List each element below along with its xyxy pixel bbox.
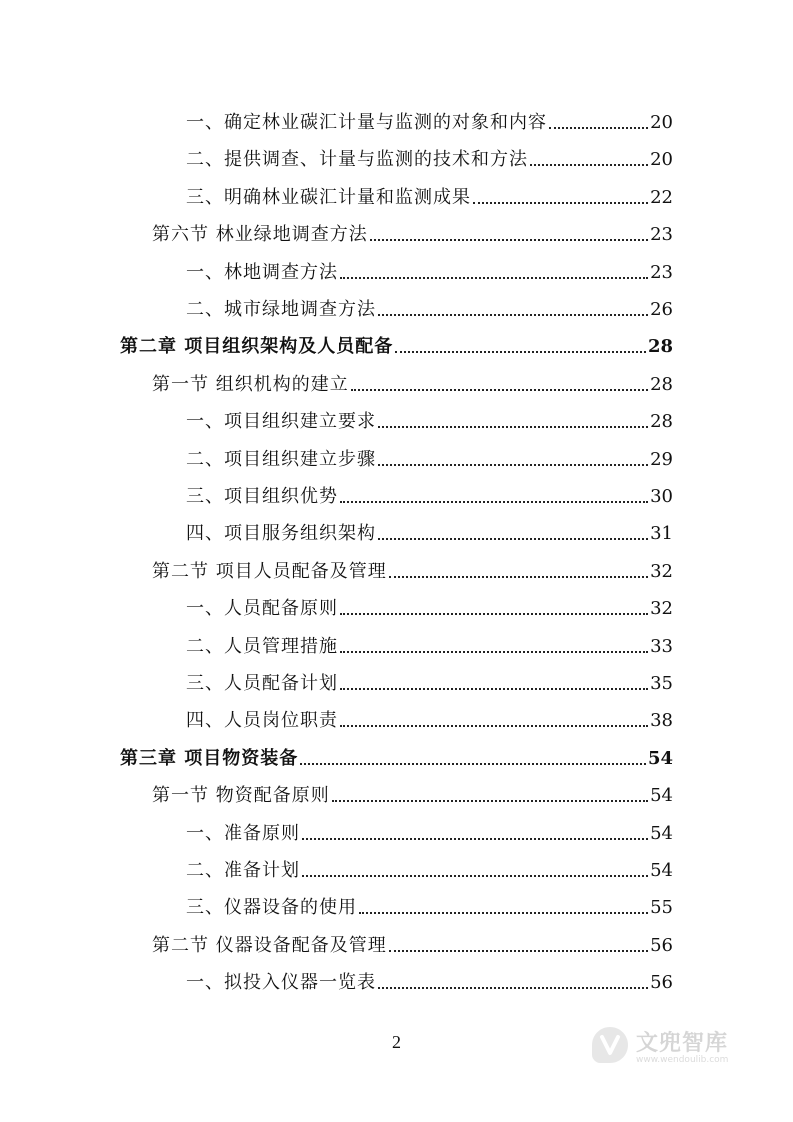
toc-entry-page: 56 xyxy=(650,972,673,994)
toc-entry-title: 第一节 组织机构的建立 xyxy=(152,373,349,395)
toc-entry[interactable] xyxy=(186,141,673,171)
toc-entry-title: 三、明确林业碳汇计量和监测成果 xyxy=(186,186,471,208)
toc-entry-title: 第六节 林业绿地调查方法 xyxy=(152,224,368,246)
toc-leader-dots xyxy=(359,912,648,914)
toc-entry-title: 二、城市绿地调查方法 xyxy=(186,299,376,320)
toc-entry-page: 55 xyxy=(650,897,673,919)
toc-entry[interactable] xyxy=(186,964,673,994)
toc-entry-page: 54 xyxy=(650,822,673,844)
toc-entry-page: 54 xyxy=(650,785,673,807)
toc-leader-dots xyxy=(370,239,648,241)
watermark-url: www.wendoulib.com xyxy=(636,1054,729,1065)
toc-leader-dots xyxy=(549,127,648,129)
toc-entry-title: 第二节 仪器设备配备及管理 xyxy=(152,934,387,956)
toc-entry[interactable] xyxy=(186,179,673,209)
toc-entry-page: 31 xyxy=(650,523,673,545)
toc-entry-page: 28 xyxy=(650,373,673,395)
watermark-brand: 文兜智库 xyxy=(636,1030,729,1056)
toc-entry-title: 一、项目组织建立要求 xyxy=(186,411,376,433)
toc-entry-page: 22 xyxy=(650,186,673,208)
toc-entry-page: 38 xyxy=(650,710,673,732)
toc-entry-page: 23 xyxy=(650,224,673,246)
toc-leader-dots xyxy=(395,351,646,353)
toc-entry[interactable] xyxy=(120,740,673,770)
toc-entry-title: 一、准备原则 xyxy=(186,822,300,844)
toc-entry-title: 二、项目组织建立步骤 xyxy=(186,448,376,470)
toc-leader-dots xyxy=(378,426,648,428)
toc-entry[interactable] xyxy=(186,852,673,882)
toc-entry[interactable] xyxy=(186,403,673,433)
toc-entry[interactable] xyxy=(186,254,673,284)
toc-entry-page: 54 xyxy=(647,747,673,769)
watermark xyxy=(588,1020,758,1070)
page-number: 2 xyxy=(392,1032,401,1052)
toc-entry-title: 第二章 项目组织架构及人员配备 xyxy=(120,336,394,358)
toc-entry-title: 一、确定林业碳汇计量与监测的对象和内容 xyxy=(186,112,547,133)
toc-entry-page: 30 xyxy=(650,486,673,507)
toc-entry[interactable] xyxy=(186,515,673,545)
toc-entry-title: 四、人员岗位职责 xyxy=(186,710,338,732)
toc-leader-dots xyxy=(340,651,648,653)
toc-entry[interactable] xyxy=(186,104,673,134)
toc-entry-title: 一、拟投入仪器一览表 xyxy=(186,972,376,994)
toc-entry-title: 二、人员管理措施 xyxy=(186,635,338,657)
toc-leader-dots xyxy=(378,314,648,316)
toc-entry[interactable] xyxy=(186,628,673,658)
toc-leader-dots xyxy=(332,800,648,802)
toc-entry[interactable] xyxy=(152,366,673,396)
toc-entry[interactable] xyxy=(186,889,673,919)
toc-leader-dots xyxy=(530,164,648,166)
toc-entry-title: 三、项目组织优势 xyxy=(186,486,338,507)
toc-leader-dots xyxy=(300,763,646,765)
toc-entry-page: 28 xyxy=(647,336,673,358)
toc-entry-title: 一、林地调查方法 xyxy=(186,261,338,283)
toc-leader-dots xyxy=(389,950,648,952)
toc-entry-title: 第三章 项目物资装备 xyxy=(120,747,299,769)
toc-entry[interactable] xyxy=(152,777,673,807)
toc-entry[interactable] xyxy=(186,590,673,620)
toc-entry-title: 第二节 项目人员配备及管理 xyxy=(152,560,387,582)
toc-leader-dots xyxy=(340,725,648,727)
toc-entry-title: 第一节 物资配备原则 xyxy=(152,785,330,807)
toc-entry-page: 20 xyxy=(650,112,673,133)
toc-entry[interactable] xyxy=(152,216,673,246)
toc-leader-dots xyxy=(378,987,648,989)
toc-entry-title: 四、项目服务组织架构 xyxy=(186,523,376,545)
toc-entry-title: 三、人员配备计划 xyxy=(186,673,338,694)
toc-entry-page: 54 xyxy=(650,860,673,881)
toc-leader-dots xyxy=(340,501,648,503)
toc-leader-dots xyxy=(302,875,648,877)
toc-entry-title: 三、仪器设备的使用 xyxy=(186,897,357,919)
toc-entry-title: 二、准备计划 xyxy=(186,860,300,881)
toc-entry-page: 28 xyxy=(650,411,673,433)
toc-entry-page: 23 xyxy=(650,261,673,283)
watermark-logo-icon xyxy=(588,1023,632,1067)
toc-leader-dots xyxy=(378,464,648,466)
toc-entry-page: 29 xyxy=(650,448,673,470)
toc-entry[interactable] xyxy=(152,553,673,583)
toc-entry-title: 二、提供调查、计量与监测的技术和方法 xyxy=(186,149,528,171)
toc-leader-dots xyxy=(378,538,648,540)
toc-entry-title: 一、人员配备原则 xyxy=(186,598,338,620)
toc-leader-dots xyxy=(351,389,648,391)
toc-entry-page: 26 xyxy=(650,299,673,320)
toc-entry-page: 32 xyxy=(650,560,673,582)
toc-leader-dots xyxy=(389,576,648,578)
toc-entry[interactable] xyxy=(186,478,673,508)
toc-entry-page: 20 xyxy=(650,149,673,171)
toc-entry[interactable] xyxy=(186,702,673,732)
toc-entry[interactable] xyxy=(120,328,673,358)
toc-leader-dots xyxy=(340,613,648,615)
toc-entry[interactable] xyxy=(152,927,673,957)
toc-leader-dots xyxy=(302,838,648,840)
toc-entry[interactable] xyxy=(186,665,673,695)
toc-entry-page: 33 xyxy=(650,635,673,657)
toc-entry-page: 35 xyxy=(650,673,673,694)
toc-entry[interactable] xyxy=(186,291,673,321)
toc-entry[interactable] xyxy=(186,815,673,845)
toc-leader-dots xyxy=(340,277,648,279)
toc-entry-page: 56 xyxy=(650,934,673,956)
toc-entry[interactable] xyxy=(186,441,673,471)
toc-entry-page: 32 xyxy=(650,598,673,620)
toc-leader-dots xyxy=(340,688,648,690)
toc-leader-dots xyxy=(473,202,648,204)
